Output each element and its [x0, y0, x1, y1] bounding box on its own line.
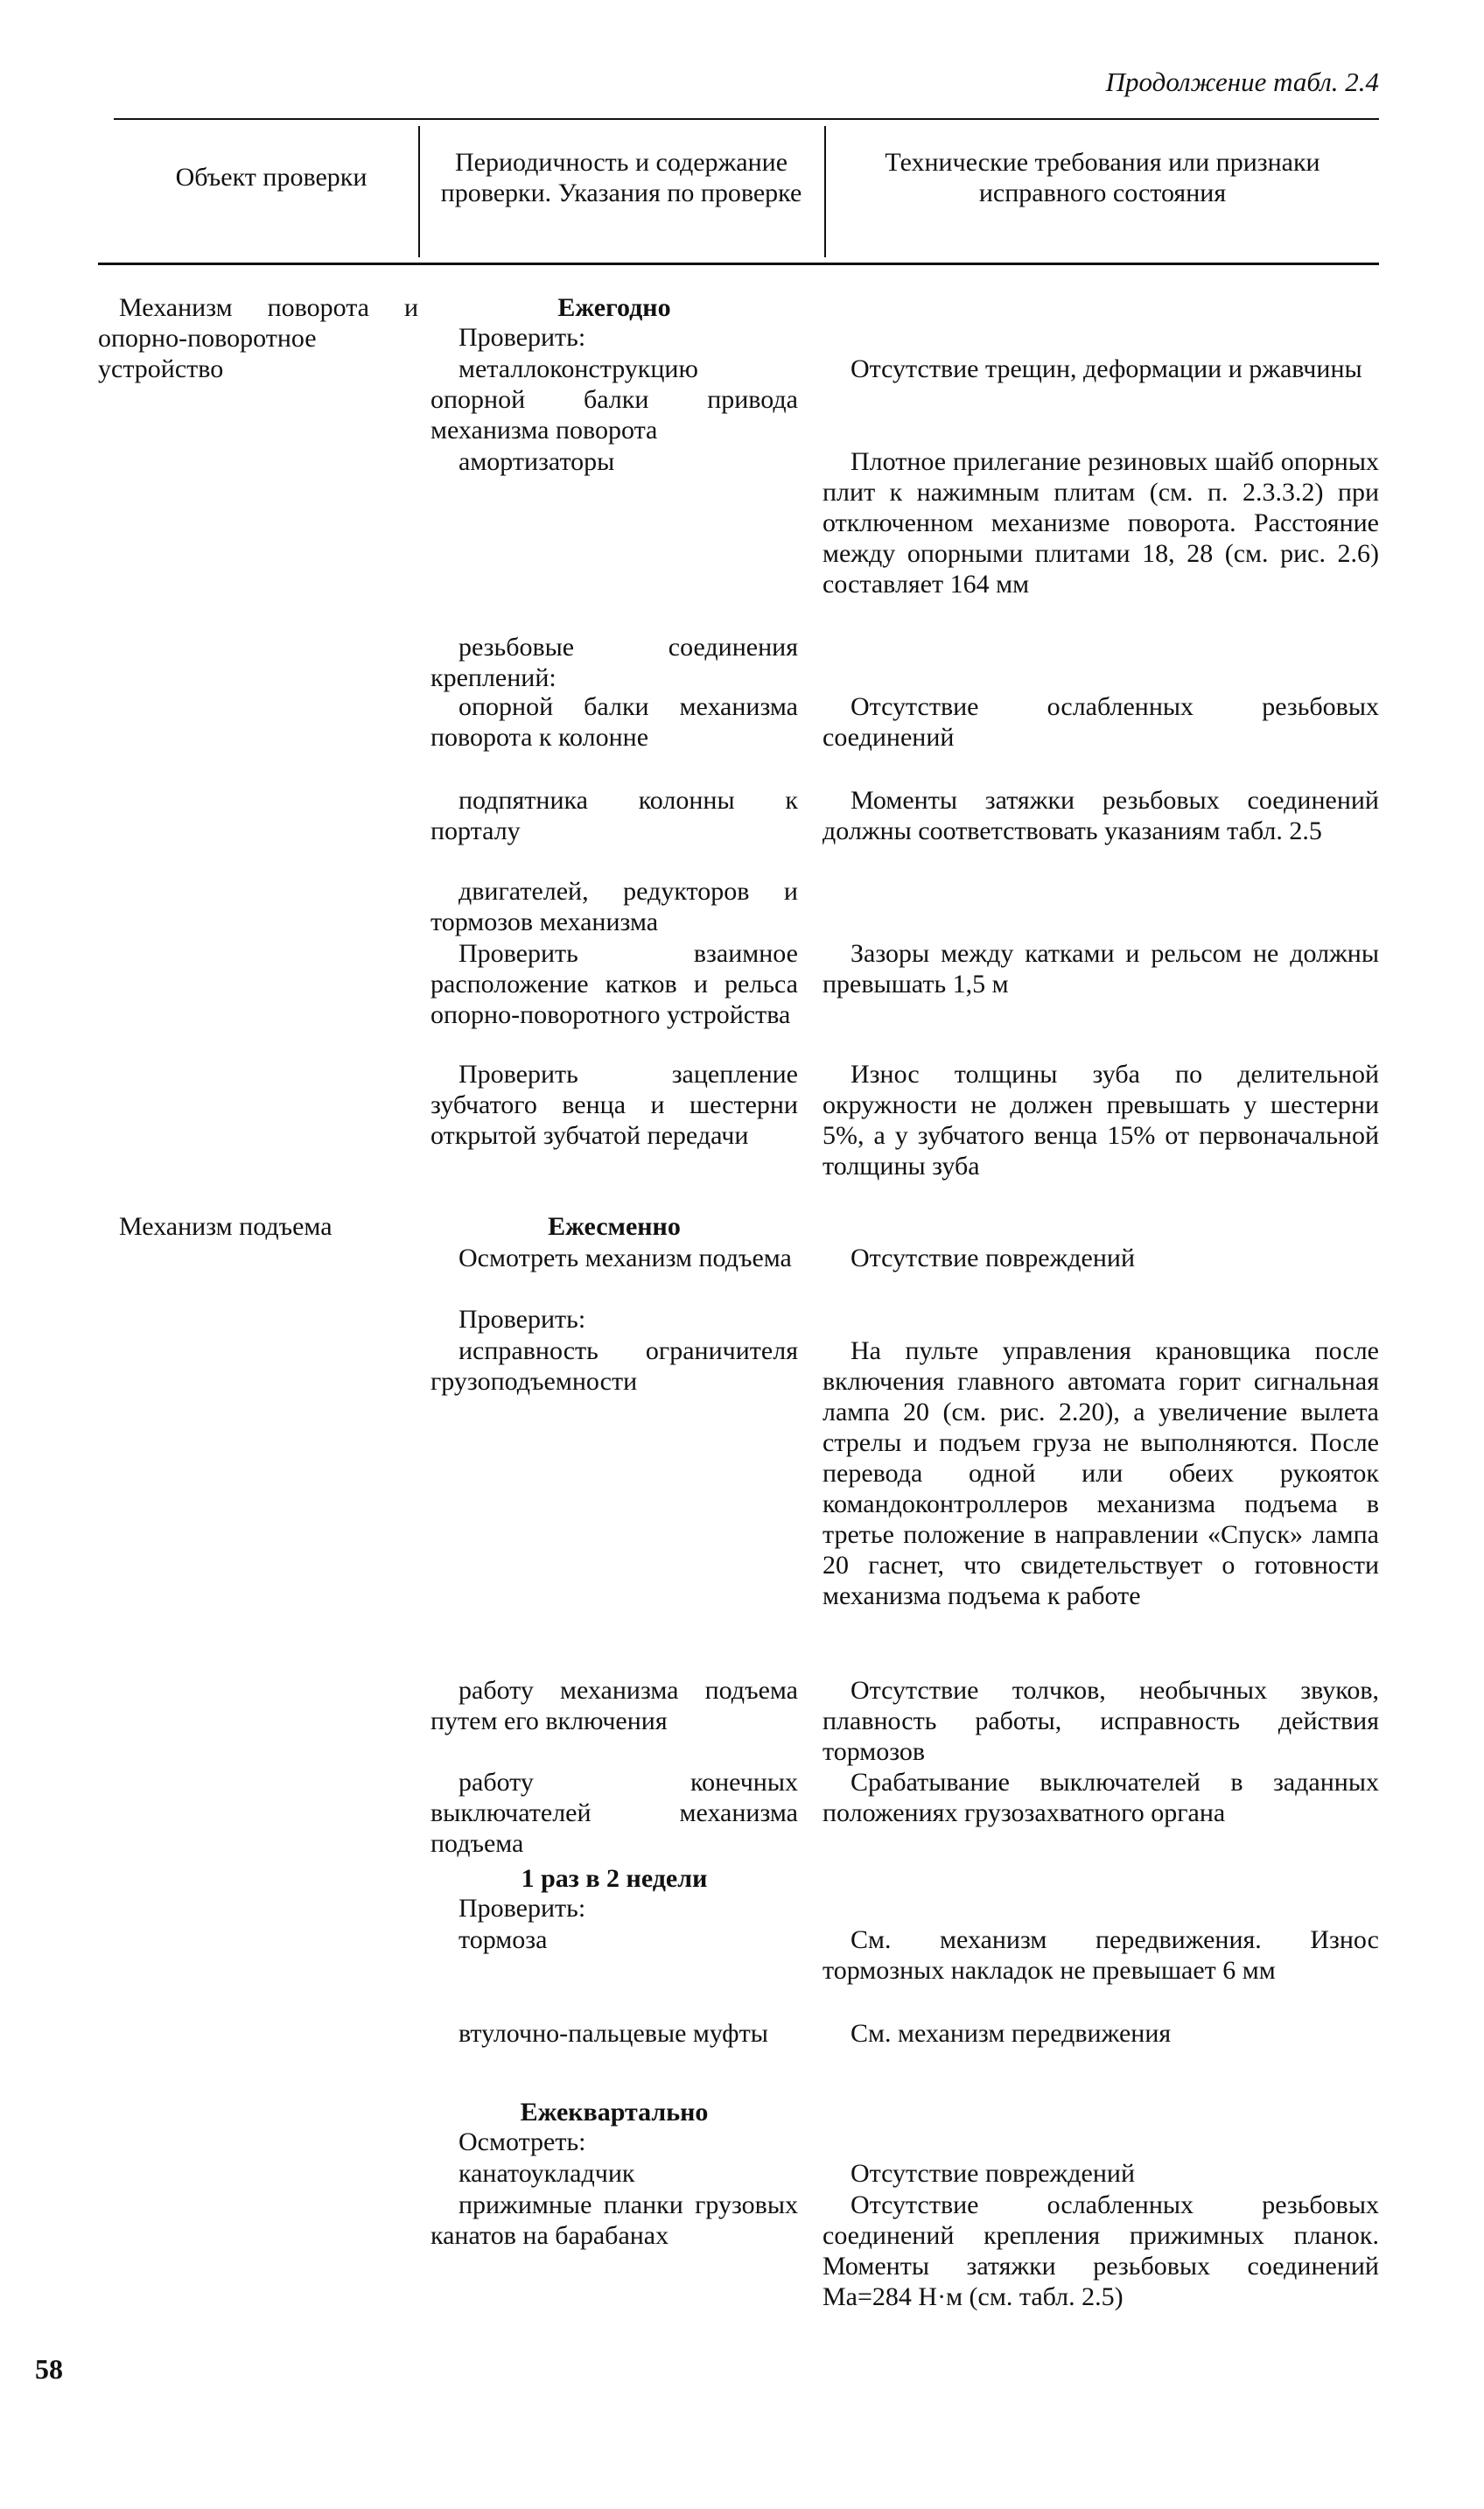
object-cell: Механизм поворота и опорно-поворотное устройство [98, 293, 418, 383]
requirement-item: Отсутствие ослабленных резьбовых соединений [822, 692, 1379, 752]
check-item: резьбовые соединения креплений: [430, 633, 798, 692]
header-periodicity: Периодичность и содержание проверки. Указания по проверке [440, 148, 802, 207]
period-heading: Ежеквартально [520, 2098, 709, 2127]
requirement-item: Отсутствие повреждений [850, 2159, 1136, 2188]
period-heading: 1 раз в 2 недели [521, 1864, 708, 1893]
requirement-item: Отсутствие ослабленных резьбовых соединений крепления прижимных планок. Моменты затяжки резьбовых соединений Mа=284 Н·м (см. табл. 2.5) [822, 2190, 1379, 2311]
requirement-item: Износ толщины зуба по делительной окружности не должен превышать у шестерни 5%, а у зубчатого венца 15% от первоначальной толщины зуба [822, 1060, 1379, 1181]
period-heading: Ежесменно [548, 1212, 681, 1241]
requirement-item: Отсутствие повреждений [850, 1244, 1136, 1272]
column-divider [418, 126, 420, 257]
header-requirements: Технические требования или признаки исправного состояния [885, 148, 1320, 207]
check-item: металлоконструкцию опорной балки привода механизма поворота [430, 354, 798, 445]
requirement-item: См. механизм передвижения [850, 2019, 1172, 2048]
requirement-item: Моменты затяжки резьбовых соединений должны соответствовать указаниям табл. 2.5 [822, 786, 1379, 845]
requirement-item: Отсутствие толчков, необычных звуков, плавность работы, исправность действия тормозов [822, 1676, 1379, 1766]
object-cell: Механизм подъема [119, 1212, 332, 1241]
check-item: работу механизма подъема путем его включения [430, 1676, 798, 1735]
check-item: Проверить: [458, 1894, 586, 1923]
check-item: Проверить взаимное расположение катков и рельса опорно-поворотного устройства [430, 939, 798, 1029]
requirement-item: Зазоры между катками и рельсом не должны превышать 1,5 м [822, 939, 1379, 999]
check-item: Осмотреть механизм подъема [458, 1244, 792, 1272]
requirement-item: Отсутствие трещин, деформации и ржавчины [850, 354, 1362, 383]
column-divider [824, 126, 826, 257]
header-bottom-rule [98, 263, 1379, 265]
requirement-item: Срабатывание выключателей в заданных положениях грузозахватного органа [822, 1768, 1379, 1827]
check-item: Проверить: [458, 323, 586, 352]
check-item: канатоукладчик [458, 2159, 635, 2188]
period-heading: Ежегодно [557, 293, 671, 322]
requirement-item: На пульте управления крановщика после включения главного автомата горит сигнальная лампа 20 (см. рис. 2.20), а увеличение вылета стрелы и подъем груза не выполняются. После перевода одной или обеих рукояток командоконтроллеров механизма подъема в третье положение в направлении «Спуск» лампа 20 гаснет, что свидетельствует о готовности механизма подъема к работе [822, 1336, 1379, 1610]
page-number: 58 [35, 2353, 63, 2385]
check-item: амортизаторы [458, 447, 615, 476]
check-item: прижимные планки грузовых канатов на барабанах [430, 2190, 798, 2250]
check-item: Проверить: [458, 1305, 586, 1334]
check-item: исправность ограничителя грузоподъемности [430, 1336, 798, 1396]
check-item: опорной балки механизма поворота к колонне [430, 692, 798, 752]
check-item: тормоза [458, 1925, 548, 1954]
requirement-item: Плотное прилегание резиновых шайб опорных плит к нажимным плитам (см. п. 2.3.3.2) при отключенном механизме поворота. Расстояние между опорными плитами 18, 28 (см. рис. 2.6) составляет 164 мм [822, 447, 1379, 599]
check-item: Проверить зацепление зубчатого венца и шестерни открытой зубчатой передачи [430, 1060, 798, 1150]
requirement-item: См. механизм передвижения. Износ тормозных накладок не превышает 6 мм [822, 1925, 1379, 1985]
check-item: подпятника колонны к порталу [430, 786, 798, 845]
header-object: Объект проверки [175, 163, 368, 192]
table-top-rule [114, 118, 1379, 120]
check-item: Осмотреть: [458, 2127, 586, 2156]
check-item: втулочно-пальцевые муфты [458, 2019, 768, 2048]
check-item: двигателей, редукторов и тормозов механизма [430, 877, 798, 936]
check-item: работу конечных выключателей механизма подъема [430, 1768, 798, 1858]
table-caption: Продолжение табл. 2.4 [1105, 67, 1379, 97]
